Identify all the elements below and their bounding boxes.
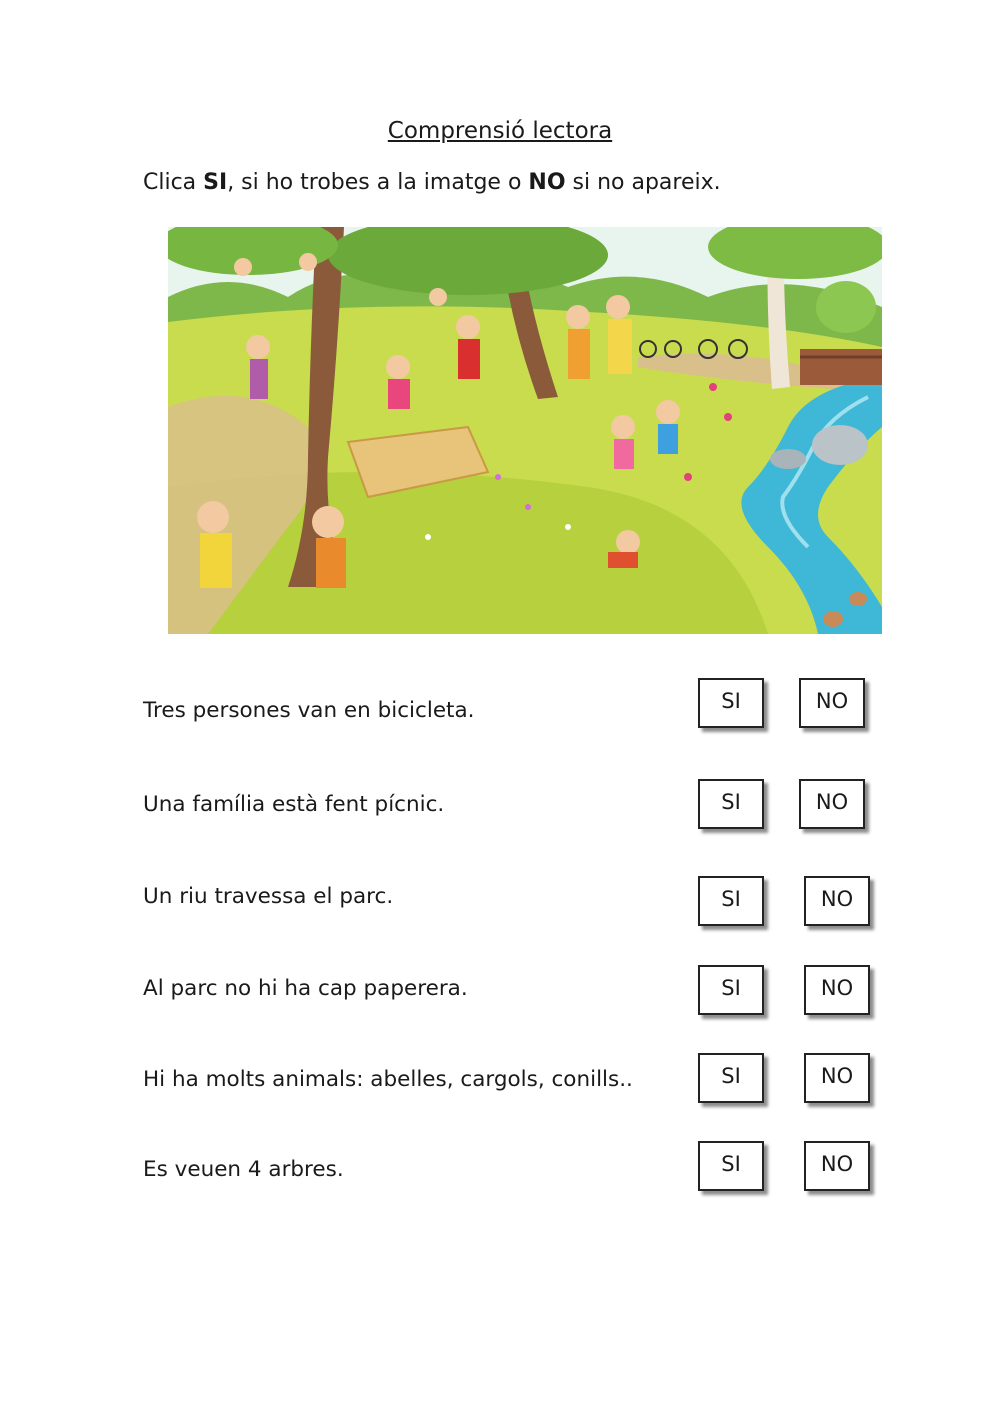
yes-button[interactable]: SI <box>698 1053 764 1103</box>
no-button[interactable]: NO <box>804 1141 870 1191</box>
instruction-no-word: NO <box>528 170 566 195</box>
no-button[interactable]: NO <box>799 779 865 829</box>
question-text: Un riu travessa el parc. <box>143 884 394 909</box>
yes-button[interactable]: SI <box>698 1141 764 1191</box>
rock-large <box>812 425 868 465</box>
question-text: Hi ha molts animals: abelles, cargols, conills.. <box>143 1067 633 1092</box>
park-scene-svg <box>168 227 882 634</box>
question-text: Al parc no hi ha cap paperera. <box>143 976 468 1001</box>
yes-button[interactable]: SI <box>698 876 764 926</box>
yes-button[interactable]: SI <box>698 678 764 728</box>
rock-small <box>770 449 806 469</box>
instruction-part1: Clica <box>143 170 204 195</box>
no-button[interactable]: NO <box>804 876 870 926</box>
instruction-text <box>143 170 721 195</box>
question-text: Una família està fent pícnic. <box>143 792 445 817</box>
worksheet-title: Comprensió lectora <box>387 118 613 144</box>
no-button[interactable]: NO <box>804 965 870 1015</box>
no-button[interactable]: NO <box>799 678 865 728</box>
instruction-si-word: SI <box>203 170 228 195</box>
yes-button[interactable]: SI <box>698 965 764 1015</box>
instruction-part2: , si ho trobes a la imatge o <box>227 170 529 195</box>
bridge <box>800 349 882 385</box>
yes-button[interactable]: SI <box>698 779 764 829</box>
question-text: Tres persones van en bicicleta. <box>143 698 475 723</box>
no-button[interactable]: NO <box>804 1053 870 1103</box>
instruction-part3: si no apareix. <box>565 170 721 195</box>
park-illustration <box>168 227 882 634</box>
question-text: Es veuen 4 arbres. <box>143 1157 344 1182</box>
bush-right <box>816 281 876 333</box>
